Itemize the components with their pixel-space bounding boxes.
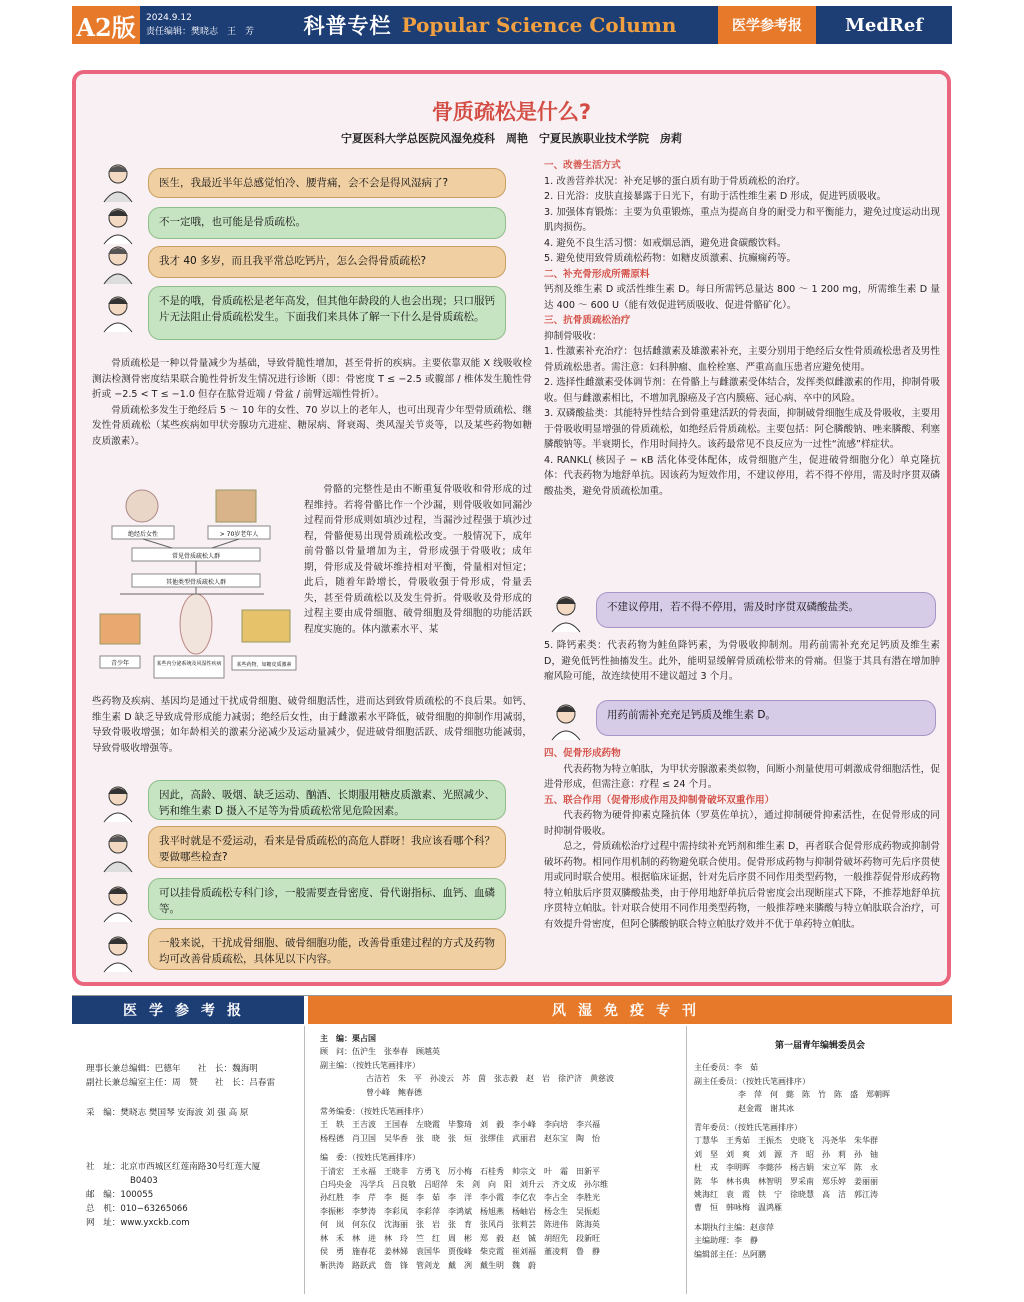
masthead-left-lines xyxy=(86,1062,296,1230)
right-column-lower xyxy=(544,746,940,932)
doctor-avatar xyxy=(544,698,588,742)
masthead-line: 社 址：北京市西城区红莲南路30号红莲大厦 xyxy=(86,1162,261,1172)
doctor-avatar xyxy=(96,290,140,334)
diagram-box: 某些内分泌系统及风湿性疾病 xyxy=(156,661,222,667)
newspaper-header xyxy=(72,6,952,44)
youth-icon xyxy=(100,614,140,644)
paragraph: 钙剂及维生素 D 或活性维生素 D。每日所需钙总量达 800 ～ 1 200 mg，所需维生素 D 量达 400 ～ 600 U（能有效促进钙质吸收、促进骨骼矿化）。 xyxy=(544,284,940,311)
issue-date: 2024.9.12 xyxy=(146,13,192,23)
masthead-line: 丁慧华 王秀茹 王振杰 史晓飞 冯尧华 朱华群 xyxy=(694,1136,878,1146)
paragraph-rest: 些药物及疾病、基因均是通过干扰成骨细胞、破骨细胞活性，进而达到致骨质疏松的不良后果。如钙、维生素 D 缺乏导致成骨形成能力减弱；绝经后女性，由于雌激素水平降低，破骨细胞的抑制作用减弱，导致骨吸收增强；如年龄相关的激素分泌减少及运动量减少，促进破骨细胞活跃、成骨细胞功能减弱，导致骨吸收增强等。 xyxy=(92,696,532,754)
list-item: 3. 加强体育锻炼：主要为负重锻炼，重点为提高自身的耐受力和平衡能力，避免过度运动出现肌肉损伤。 xyxy=(544,206,940,233)
masthead-line: 采 编：樊晓志 樊国琴 安海波 刘 强 高 原 xyxy=(86,1108,249,1118)
masthead-line: 白玛央金 冯学兵 吕良敬 吕昭萍 朱 剑 向 阳 刘升云 齐文成 孙尔维 xyxy=(320,1180,608,1190)
masthead-line: 孙红胜 李 芹 李 挺 李 茹 李 洋 李小霞 李亿农 李占全 李胜光 xyxy=(320,1193,600,1203)
masthead-line: 古洁若 朱 平 孙凌云 苏 茵 张志毅 赵 岩 徐沪济 黄慈波 xyxy=(366,1074,614,1084)
doctor-avatar xyxy=(96,930,140,974)
list-item: 1. 改善营养状况：补充足够的蛋白质有助于骨质疏松的治疗。 xyxy=(544,175,806,187)
paragraph: 总之，骨质疏松治疗过程中需持续补充钙剂和维生素 D，再者联合促骨形成药物或抑制骨破坏药物。相同作用机制的药物避免联合使用。促骨形成药物与抑制骨破坏药物可先后序贯使用或同时联合使用。根据临床证据，针对先后序贯不同作用类型药物，一般推荐促骨形成药物特立帕肽后序贯双膦酸盐类，由于停用地舒单抗后骨密度会出现断崖式下降，不推荐地舒单抗序贯特立帕肽。针对联合使用不同作用类型药物，一般推荐唑来膦酸与特立帕肽联合治疗，可有效提升骨密度，但阿仑膦酸钠联合特立帕肽疗效并不优于单药特立帕肽。 xyxy=(544,841,940,930)
masthead-line: 编 委：（按姓氏笔画排序） xyxy=(320,1153,420,1163)
brand-en: MedRef xyxy=(844,14,924,36)
divider xyxy=(686,1026,687,1294)
article-title: 骨质疏松是什么? xyxy=(431,100,592,124)
masthead-line: 于清宏 王永福 王晓非 方勇飞 厉小梅 石桂秀 帅宗文 叶 霜 田新平 xyxy=(320,1166,600,1176)
masthead-line: 主编助理：李 静 xyxy=(694,1236,758,1246)
masthead-left-title: 医学参考报 xyxy=(72,996,304,1024)
skeleton-icon xyxy=(180,594,212,654)
list-item: 4. RANKL( 核因子 − κB 活化体受体配体，成骨细胞产生，促进破骨细胞分化）单克隆抗体：代表药物为地舒单抗。因该药为短效作用，不建议停用，若不得不停用，需及时序贯双磷酸盐类，避免骨质疏松加重。 xyxy=(544,454,940,497)
masthead-line: 王 轶 王吉波 王国春 左晓霞 毕黎琦 刘 毅 李小峰 李向培 李兴福 xyxy=(320,1120,600,1130)
masthead-line: 青年委员：（按姓氏笔画排序） xyxy=(694,1123,802,1133)
list-item: 5. 避免使用致骨质疏松药物：如糖皮质激素、抗癫痫药等。 xyxy=(544,253,797,264)
elderly-woman-icon xyxy=(126,490,158,522)
dialog-bubble-6: 我平时就是不爱运动，看来是骨质疏松的高危人群呀！我应该看哪个科？要做哪些检查? xyxy=(148,826,506,868)
paragraph: 骨质疏松是一种以骨量减少为基础，导致骨脆性增加，甚至骨折的疾病。主要依靠双能 X 线吸收检测法检测骨密度结果联合脆性骨折发生情况进行诊断（即：骨密度 T ≤ −2.5 或髋部 / 椎体发生脆性骨折或 −2.5 < T ≤ −1.0 但存在肱骨近端 / 骨盆 / 前臂远端性骨折）。 xyxy=(92,358,532,400)
masthead-line: 本期执行主编：赵彦萍 xyxy=(694,1222,774,1232)
masthead-line: 陈 华 林书典 林智明 罗采南 郑乐婷 姜丽丽 xyxy=(694,1176,878,1186)
list-item: 2. 日光浴：皮肤直接暴露于日光下，有助于活性维生素 D 形成，促进钙质吸收。 xyxy=(544,191,887,202)
issue-meta xyxy=(140,6,262,44)
youth-board-title: 第一届青年编辑委员会 xyxy=(774,1041,865,1051)
paragraph: 代表药物为特立帕肽，为甲状旁腺激素类似物，间断小剂量使用可刺激成骨细胞活性，促进骨形成，但需注意：疗程 ≤ 24 个月。 xyxy=(544,763,940,790)
section-heading: 四、促骨形成药物 xyxy=(544,748,621,759)
section-heading: 五、联合作用（促骨形成作用及抑制骨破坏双重作用） xyxy=(544,794,775,806)
masthead-line: 杜 戎 李明晖 李懿莎 杨吉娟 宋立军 陈 永 xyxy=(694,1163,878,1173)
paragraph: 5. 降钙素类：代表药物为鲑鱼降钙素，为骨吸收抑制剂。用药前需补充充足钙质及维生素 D，避免低钙性抽搐发生。此外，能明显缓解骨质疏松带来的骨痛。但鉴于其具有潜在增加肿瘤风险可能，故连续使用不建议超过 3 个月。 xyxy=(544,640,940,682)
masthead-line: 主 编：栗占国 xyxy=(320,1034,376,1043)
masthead-line: 总 机：010−63265066 xyxy=(86,1204,188,1214)
section-heading: 一、改善生活方式 xyxy=(544,160,621,171)
doctor-avatar xyxy=(96,202,140,246)
masthead xyxy=(72,995,952,1295)
list-item: 1. 性激素补充治疗：包括雌激素及雄激素补充，主要分别用于绝经后女性骨质疏松患者及男性骨质疏松患者。需注意：妇科肿瘤、血栓栓塞、严重高血压患者应避免使用。 xyxy=(544,346,940,373)
right-column xyxy=(544,158,940,499)
dialog-bubble-2: 不一定哦，也可能是骨质疏松。 xyxy=(148,207,506,239)
masthead-mid-lines xyxy=(320,1032,680,1272)
masthead-line: 李振彬 李梦涛 李彩凤 李彩萍 李鸿斌 杨旭燕 杨岫岩 杨念生 吴振彪 xyxy=(320,1206,600,1216)
diagram-box: > 70岁老年人 xyxy=(219,531,259,538)
paragraph: 骨质疏松多发生于绝经后 5 ～ 10 年的女性、70 岁以上的老年人，也可出现青少年型骨质疏松、继发性骨质疏松（某些疾病如甲状旁腺功亢进症、糖尿病、肾衰竭、类风湿关节炎等，以及某些药物如糖皮质激素）。 xyxy=(92,404,532,447)
diagram-box: 常见骨质疏松人群 xyxy=(171,553,221,560)
masthead-line: 侯 勇 施春花 姜林娣 袁国华 贾俊峰 柴克霞 崔刘福 董凌莉 鲁 静 xyxy=(320,1247,600,1257)
dialog-bubble-4: 不是的哦，骨质疏松是老年高发，但其他年龄段的人也会出现；只口服钙片无法阻止骨质疏松发生。下面我们来具体了解一下什么是骨质疏松。 xyxy=(148,286,506,340)
list-item: 2. 选择性雌激素受体调节剂：在骨骼上与雌激素受体结合，发挥类似雌激素的作用，抑制骨吸收。但与雌激素相比，不增加乳腺癌及子宫内膜癌、冠心病、卒中的风险。 xyxy=(544,377,940,404)
issue-editors: 责任编辑：樊晓志 王 芳 xyxy=(146,27,255,37)
column-title-cn: 科普专栏 xyxy=(303,14,392,38)
diagram-box: 其他类型骨质疏松人群 xyxy=(165,579,227,586)
diagram-box: 绝经后女性 xyxy=(127,531,159,538)
dialog-bubble-9: 不建议停用，若不得不停用，需及时序贯双磷酸盐类。 xyxy=(596,592,936,628)
masthead-line: 理事长兼总编辑：巴德年 社 长：魏海明 xyxy=(86,1064,258,1074)
pills-icon xyxy=(242,610,290,642)
dialog-bubble-3: 我才 40 多岁，而且我平常总吃钙片，怎么会得骨质疏松? xyxy=(148,246,506,278)
elderly-couple-icon xyxy=(216,490,256,522)
masthead-line: 李 萍 何 懿 陈 竹 陈 盛 郑朝晖 xyxy=(738,1090,890,1100)
masthead-line: 赵金霞 谢其冰 xyxy=(738,1103,794,1113)
left-paragraphs xyxy=(92,356,532,449)
diagram-box: 某些药物，如糖皮质激素 xyxy=(236,662,292,668)
list-item: 4. 避免不良生活习惯：如戒烟忌酒，避免进食碳酸饮料。 xyxy=(544,237,787,249)
section-heading: 三、抗骨质疏松治疗 xyxy=(544,315,631,326)
diagram-box: 青少年 xyxy=(110,660,130,667)
dialog-bubble-1: 医生，我最近半年总感觉怕冷、腰背痛，会不会是得风湿病了? xyxy=(148,168,506,198)
masthead-line: 靳洪涛 路跃武 詹 锋 管剑龙 戴 冽 戴生明 魏 蔚 xyxy=(320,1260,536,1270)
masthead-line: 网 址：www.yxckb.com xyxy=(86,1218,190,1228)
masthead-line: 杨程德 肖卫国 吴华香 张 晓 张 烜 张缪佳 武丽君 赵东宝 陶 怡 xyxy=(320,1133,600,1143)
list-item: 3. 双磷酸盐类：其能特异性结合到骨重建活跃的骨表面，抑制破骨细胞生成及骨吸收，主要用于骨吸收明显增强的骨质疏松，如绝经后骨质疏松。主要包括：阿仑膦酸钠、唑来膦酸、利塞膦酸钠等。半衰期长，作用时间持久。该药最常见不良反应为一过性“流感”样症状。 xyxy=(544,408,940,450)
section-heading: 二、补充骨形成所需原料 xyxy=(544,268,650,280)
masthead-line: 何 岚 何东仪 沈海丽 张 岩 张 育 张风肖 张莉芸 陈进伟 陈海英 xyxy=(320,1220,600,1230)
dialog-bubble-5: 因此，高龄、吸烟、缺乏运动、酗酒、长期服用糖皮质激素、光照减少、钙和维生素 D 摄入不足等为骨质疏松常见危险因素。 xyxy=(148,780,506,820)
masthead-line: 邮 编：100055 xyxy=(86,1190,154,1200)
masthead-line: 主任委员：李 茹 xyxy=(694,1063,758,1073)
masthead-line: 编辑部主任：丛阿鹏 xyxy=(694,1249,766,1259)
article-card xyxy=(72,70,951,986)
patient-avatar xyxy=(96,830,140,874)
masthead-right-lines xyxy=(694,1040,946,1261)
paragraph: 代表药物为硬骨抑素克隆抗体（罗莫佐单抗），通过抑制硬骨抑素活性，在促骨形成的同时抑制骨吸收。 xyxy=(544,810,940,837)
masthead-line: B0403 xyxy=(130,1176,158,1186)
dialog-bubble-10: 用药前需补充充足钙质及维生素 D。 xyxy=(596,700,936,736)
masthead-line: 林 禾 林 进 林 玲 竺 红 周 彬 郑 毅 赵 铖 胡绍先 段新旺 xyxy=(320,1233,600,1243)
risk-group-diagram xyxy=(92,484,300,684)
patient-avatar xyxy=(96,242,140,286)
doctor-avatar xyxy=(544,590,588,634)
masthead-line: 副主任委员：（按姓氏笔画排序） xyxy=(694,1076,810,1086)
column-title xyxy=(262,6,718,44)
edition-label: A2版 xyxy=(72,6,140,44)
divider xyxy=(304,1026,305,1294)
masthead-line: 姚海红 袁 霞 铁 宁 徐晓慧 高 洁 郭江涛 xyxy=(694,1190,878,1200)
dialog-bubble-7: 可以挂骨质疏松专科门诊，一般需要查骨密度、骨代谢指标、血钙、血磷等。 xyxy=(148,878,506,920)
column-title-en: Popular Science Column xyxy=(401,13,677,37)
masthead-line: 曹 恒 韩咏梅 温鸿雁 xyxy=(694,1203,782,1213)
masthead-line: 顾 问：伍沪生 张奉春 顾越英 xyxy=(320,1047,440,1057)
masthead-line: 副主编：（按姓氏笔画排序） xyxy=(320,1060,420,1070)
paragraph-side: 骨骼的完整性是由不断重复骨吸收和骨形成的过程维持。若将骨骼比作一个沙漏，则骨吸收如同漏沙过程而骨形成则如填沙过程，当漏沙过程强于填沙过程，骨骼便易出现骨质疏松改变。一般情况下，成年前骨骼以骨量增加为主，骨形成强于骨吸收；成年期，骨形成及骨破坏维持相对平衡，骨量相对恒定；此后，随着年龄增长，骨吸收强于骨形成，骨量丢失，甚至骨质疏松以及发生骨折。骨吸收及骨形成的过程主要由成骨细胞、破骨细胞及骨细胞的功能活跃程度实施的。体内激素水平、某 xyxy=(304,484,532,635)
doctor-avatar xyxy=(96,880,140,924)
patient-avatar xyxy=(96,160,140,204)
paragraph: 抑制骨吸收： xyxy=(544,330,602,342)
masthead-line: 副社长兼总编室主任：周 赞 社 长：吕春雷 xyxy=(86,1078,276,1088)
masthead-line: 常务编委：（按姓氏笔画排序） xyxy=(320,1107,428,1117)
article-authors: 宁夏医科大学总医院风湿免疫科 周艳 宁夏民族职业技术学院 房莉 xyxy=(341,132,682,145)
dialog-bubble-8: 一般来说，干扰成骨细胞、破骨细胞功能，改善骨重建过程的方式及药物均可改善骨质疏松，具体见以下内容。 xyxy=(148,928,506,970)
masthead-right-title: 风湿免疫专刊 xyxy=(308,996,952,1024)
masthead-line: 刘 坚 刘 爽 刘 源 齐 昭 孙 莉 孙 铀 xyxy=(694,1149,878,1159)
brand-cn: 医学参考报 xyxy=(718,6,816,44)
doctor-avatar xyxy=(96,780,140,824)
masthead-line: 曾小峰 鲍春德 xyxy=(366,1087,422,1097)
